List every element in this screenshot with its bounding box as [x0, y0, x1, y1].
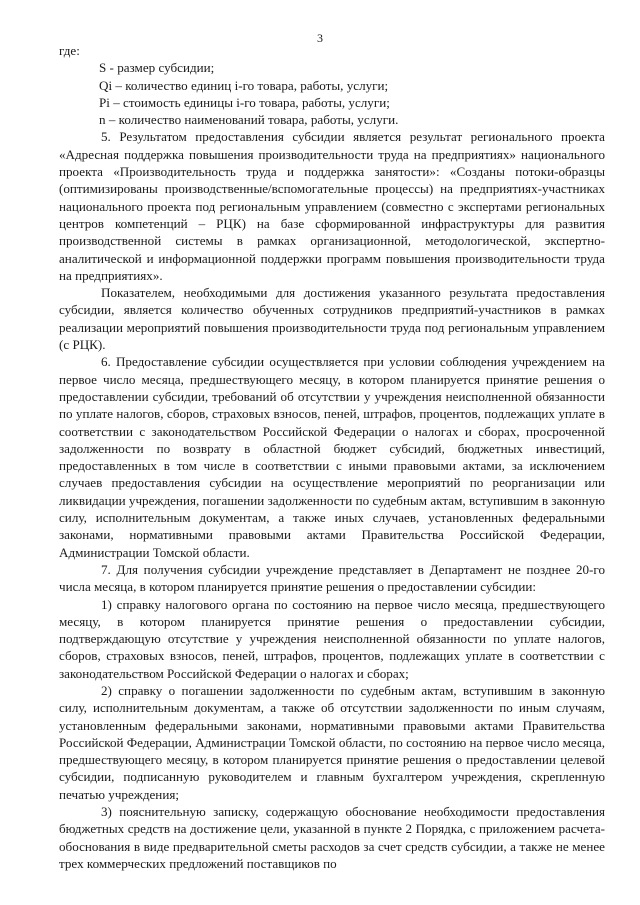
definition-quantity: Qi – количество единиц i-го товара, работы, услуги; — [99, 77, 389, 93]
where-label: где: — [59, 43, 80, 58]
document-body — [59, 42, 605, 872]
page-number: 3 — [317, 31, 323, 45]
list-item-explanatory-note: 3) пояснительную записку, содержащую обоснование необходимости предоставления бюджетных средств на достижение цели, указанной в пункте 2 Порядка, с приложением расчета-обоснования в виде предварительной сметы расходов за счет средств субсидии, а также не менее трех коммерческих предложений поставщиков по — [59, 804, 605, 871]
definition-price: Pi – стоимость единицы i-го товара, работы, услуги; — [99, 94, 390, 110]
definition-count: n – количество наименований товара, работы, услуги. — [99, 112, 399, 128]
paragraph-conditions: 6. Предоставление субсидии осуществляется при условии соблюдения учреждением на первое число месяца, предшествующего месяцу, в котором планируется принятие решения о предоставлении субсидии, требований об отсутствии у учреждения неисполненной обязанности по уплате налогов, сборов, страховых взносов, пеней, штрафов, процентов, подлежащих уплате в соответствии с законодательством Российской Федерации о налогах и сборах, просроченной задолженности по возврату в областной бюджет субсидий, бюджетных инвестиций, предоставленных в том числе в соответствии с иными правовыми актами, за исключением случаев предоставления субсидии на осуществление мероприятий по реорганизации или ликвидации учреждения, погашении задолженности по судебным актам, вступившим в законную силу, исполнительным документам, а также иных случаев, установленных федеральными законами, нормативными правовыми актами Правительства Российской Федерации, Администрации Томской области. — [59, 354, 605, 560]
definition-size: S - размер субсидии; — [99, 60, 215, 76]
paragraph-indicator: Показателем, необходимыми для достижения указанного результата предоставления субсидии, является количество обученных сотрудников предприятий-участников в рамках реализации мероприятий повышения производительности труда под региональным управлением (с РЦК). — [59, 285, 605, 353]
paragraph-documents-intro: 7. Для получения субсидии учреждение представляет в Департамент не позднее 20-го числа месяца, в котором планируется принятие решения о предоставлении субсидии: — [59, 561, 605, 595]
list-item-debt-certificate: 2) справку о погашении задолженности по судебным актам, вступившим в законную силу, исполнительным документам, а также об отсутствии задолженности по иным случаям, установленным федеральными законами, нормативными правовыми актами Правительства Российской Федерации, Администрации Томской области, по состоянию на первое число месяца, предшествующего месяцу, в котором планируется принятие решения о предоставлении целевой субсидии, подписанную руководителем и главным бухгалтером учреждения, скрепленную печатью учреждения; — [59, 682, 605, 802]
paragraph-result: 5. Результатом предоставления субсидии является результат регионального проекта «Адресная поддержка повышения производительности труда на предприятиях» национального проекта «Производительность труда и поддержка занятости»: «Созданы потоки-образцы (оптимизированы производственные/вспомогательные процессы) на предприятиях-участниках национального проекта под региональным управлением (совместно с экспертами региональных центров компетенций – РЦК) на базе сформированной инфраструктуры для развития производственной системы в рамках организационной, методологической, экспертно-аналитической и информационной поддержки программ повышения производительности труда на предприятиях». — [59, 129, 605, 283]
list-item-tax-certificate: 1) справку налогового органа по состоянию на первое число месяца, предшествующего месяцу, в котором планируется принятие решения о предоставлении субсидии, подтверждающую отсутствие у учреждения неисполненной обязанности по уплате налогов, сборов, страховых взносов, пеней, штрафов, процентов, подлежащих уплате в соответствии с законодательством Российской Федерации о налогах и сборах; — [59, 596, 605, 681]
